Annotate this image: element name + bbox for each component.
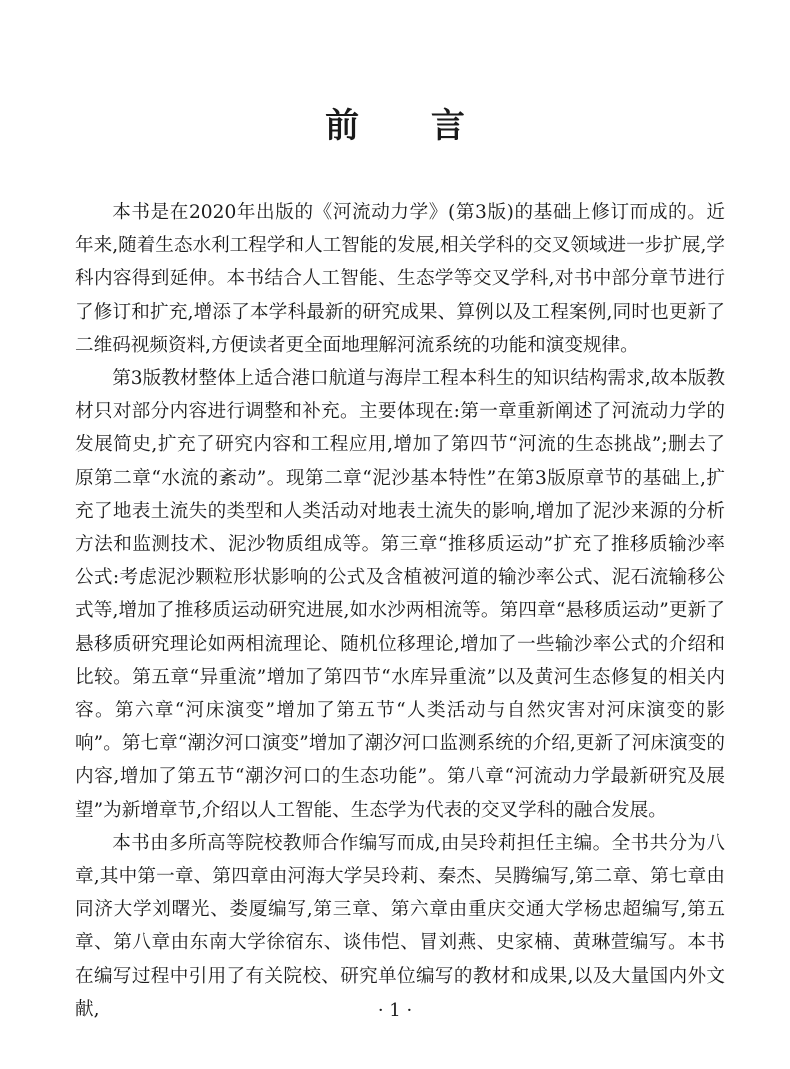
- paragraph: 本书是在2020年出版的《河流动力学》(第3版)的基础上修订而成的。近年来,随着生态水利工程学和人工智能的发展,相关学科的交叉领域进一步扩展,学科内容得到延伸。本书结合人工智能、生态学等交叉学科,对书中部分章节进行了修订和扩充,增添了本学科最新的研究成果、算例以及工程案例,同时也更新了二维码视频资料,方便读者更全面地理解河流系统的功能和演变规律。: [75, 202, 725, 356]
- preface-body: [75, 196, 725, 1026]
- paragraph: 第3版教材整体上适合港口航道与海岸工程本科生的知识结构需求,故本版教材只对部分内容进行调整和补充。主要体现在:第一章重新阐述了河流动力学的发展简史,扩充了研究内容和工程应用,增加了第四节“河流的生态挑战”;删去了原第二章“水流的紊动”。现第二章“泥沙基本特性”在第3版原章节的基础上,扩充了地表土流失的类型和人类活动对地表土流失的影响,增加了泥沙来源的分析方法和监测技术、泥沙物质组成等。第三章“推移质运动”扩充了推移质输沙率公式:考虑泥沙颗粒形状影响的公式及含植被河道的输沙率公式、泥石流输移公式等,增加了推移质运动研究进展,如水沙两相流等。第四章“悬移质运动”更新了悬移质研究理论如两相流理论、随机位移理论,增加了一些输沙率公式的介绍和比较。第五章“异重流”增加了第四节“水库异重流”以及黄河生态修复的相关内容。第六章“河床演变”增加了第五节“人类活动与自然灾害对河床演变的影响”。第七章“潮汐河口演变”增加了潮汐河口监测系统的介绍,更新了河床演变的内容,增加了第五节“潮汐河口的生态功能”。第八章“河流动力学最新研究及展望”为新增章节,介绍以人工智能、生态学为代表的交叉学科的融合发展。: [75, 368, 725, 821]
- page-number: · 1 ·: [377, 1000, 413, 1021]
- paragraph: 本书由多所高等院校教师合作编写而成,由吴玲莉担任主编。全书共分为八章,其中第一章、第四章由河海大学吴玲莉、秦杰、吴腾编写,第二章、第七章由同济大学刘曙光、娄厦编写,第三章、第六章由重庆交通大学杨忠超编写,第五章、第八章由东南大学徐宿东、谈伟恺、冒刘燕、史家楠、黄琳萱编写。本书在编写过程中引用了有关院校、研究单位编写的教材和成果,以及大量国内外文献,: [75, 832, 725, 1020]
- page-title: 前 言: [325, 106, 495, 146]
